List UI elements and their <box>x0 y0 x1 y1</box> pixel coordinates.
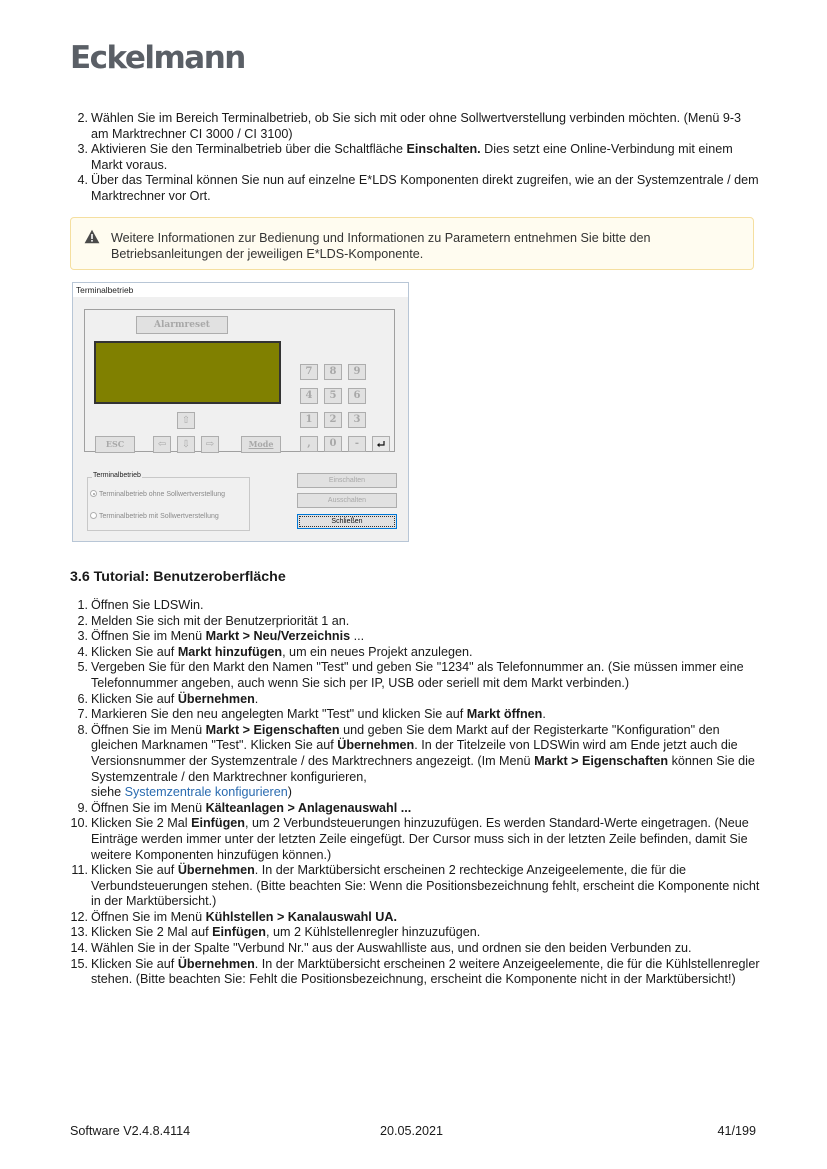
text-segment: ... <box>350 629 365 644</box>
bold-text: Übernehmen <box>177 691 255 706</box>
down-arrow-icon: ⇩ <box>181 439 191 450</box>
list-item-number: 13. <box>70 925 88 940</box>
list-item-number: 7. <box>77 707 88 722</box>
bold-text: Markt hinzufügen <box>177 644 283 659</box>
key-4[interactable]: 4 <box>300 388 318 404</box>
text-segment: Klicken Sie 2 Mal <box>91 816 192 831</box>
radio-label: Terminalbetrieb ohne Sollwertverstellung <box>99 491 226 498</box>
up-arrow-button[interactable] <box>177 412 195 429</box>
list-item-number: 4. <box>77 644 88 659</box>
text-segment: Über das Terminal können Sie nun auf einzelne E*LDS Komponenten direkt zugreifen, wie an der Systemzentrale / dem Marktrechner vor Ort. <box>91 173 759 203</box>
steps-intro-list <box>70 111 760 205</box>
text-segment: , um ein neues Projekt anzulegen. <box>282 644 473 659</box>
text-segment: Öffnen Sie im Menü <box>91 722 206 737</box>
right-arrow-icon: ⇨ <box>205 439 215 450</box>
tutorial-steps-list <box>70 598 760 988</box>
list-item <box>70 863 760 910</box>
bold-text: Kühlstellen > Kanalauswahl UA. <box>205 909 397 924</box>
section-heading: 3.6 Tutorial: Benutzeroberfläche <box>70 569 286 585</box>
list-item <box>70 142 760 173</box>
radio-label: Terminalbetrieb mit Sollwertverstellung <box>99 513 219 520</box>
text-segment: Aktivieren Sie den Terminalbetrieb über die Schaltfläche <box>91 142 407 157</box>
list-item <box>70 941 760 957</box>
bold-text: Markt öffnen <box>466 707 543 722</box>
terminal-dialog <box>72 282 409 542</box>
text-segment: Öffnen Sie im Menü <box>91 909 206 924</box>
text-segment: Klicken Sie auf <box>91 863 178 878</box>
text-segment: Wählen Sie in der Spalte "Verbund Nr." aus der Auswahlliste aus, und ordnen sie den beiden Verbunden zu. <box>91 941 692 956</box>
list-item <box>70 660 760 691</box>
list-item-number: 2. <box>77 613 88 628</box>
list-item-number: 10. <box>70 816 88 831</box>
key-8[interactable]: 8 <box>324 364 342 380</box>
list-item <box>70 801 760 817</box>
text-segment: Klicken Sie auf <box>91 691 178 706</box>
text-segment: . <box>542 707 546 722</box>
right-arrow-button[interactable] <box>201 436 219 453</box>
text-segment: Markieren Sie den neu angelegten Markt "Test" und klicken Sie auf <box>91 707 467 722</box>
brand-logo: Eckelmann <box>70 40 245 76</box>
bold-text: Markt > Eigenschaften <box>205 722 340 737</box>
bold-text: Markt > Eigenschaften <box>534 753 669 768</box>
list-item <box>70 173 760 204</box>
terminal-display <box>94 341 281 404</box>
text-segment: . In der Marktübersicht erscheinen 2 rechteckige Anzeigeelemente, die für die Verbundsteuerungen stehen. (Bitte beachten Sie: Wenn die Positionsbezeichnung fehlt, erscheint die Komponente nicht in der Marktübersicht.) <box>91 863 760 909</box>
cross-reference-link[interactable]: Systemzentrale konfigurieren <box>124 785 288 800</box>
list-item <box>70 910 760 926</box>
enter-button[interactable] <box>372 436 390 452</box>
terminal-mode-group <box>87 472 250 531</box>
up-arrow-icon: ⇧ <box>181 415 191 426</box>
key-2[interactable]: 2 <box>324 412 342 428</box>
bold-text: Übernehmen <box>337 738 415 753</box>
text-segment: Klicken Sie auf <box>91 644 178 659</box>
list-item <box>70 629 760 645</box>
list-item-number: 8. <box>77 722 88 737</box>
key-0[interactable]: 0 <box>324 436 342 452</box>
einschalten-button[interactable]: Einschalten <box>297 473 397 488</box>
note-text: Weitere Informationen zur Bedienung und Informationen zu Parametern entnehmen Sie bitte den Betriebsanleitungen der jeweiligen E*LDS-Komponente. <box>111 231 651 261</box>
list-item <box>70 645 760 661</box>
radio-without-setpoint[interactable] <box>90 490 225 498</box>
bold-text: Übernehmen <box>177 863 255 878</box>
list-item <box>70 598 760 614</box>
key-comma[interactable]: , <box>300 436 318 452</box>
list-item <box>70 816 760 863</box>
text-segment: Melden Sie sich mit der Benutzerpriorität 1 an. <box>91 613 350 628</box>
list-item-number: 1. <box>77 598 88 612</box>
list-item-number: 3. <box>77 142 88 157</box>
group-title: Terminalbetrieb <box>93 472 141 479</box>
text-segment: und geben Sie dem Markt auf der Registerkarte "Konfiguration" den gleichen Marknamen "Test". Klicken Sie auf <box>91 722 720 753</box>
enter-icon <box>376 440 386 449</box>
footer-software: Software V2.4.8.4114 <box>70 1124 191 1138</box>
list-item-number: 11. <box>71 863 88 878</box>
radio-dot-selected <box>90 490 97 497</box>
key-6[interactable]: 6 <box>348 388 366 404</box>
bold-text: Einfügen <box>191 816 245 831</box>
list-item <box>70 957 760 988</box>
mode-button[interactable] <box>241 436 281 453</box>
list-item-number: 9. <box>77 800 88 815</box>
esc-button[interactable]: ESC <box>95 436 135 453</box>
list-item <box>70 614 760 630</box>
list-item-number: 14. <box>70 941 88 956</box>
radio-with-setpoint[interactable] <box>90 512 219 520</box>
key-7[interactable]: 7 <box>300 364 318 380</box>
text-segment: Dies setzt eine Online-Verbindung mit einem Markt voraus. <box>91 142 733 172</box>
bold-text: Markt > Neu/Verzeichnis <box>205 629 351 644</box>
footer-page: 41/199 <box>717 1124 756 1138</box>
mode-label: Mode <box>248 439 274 449</box>
key-5[interactable]: 5 <box>324 388 342 404</box>
left-arrow-button[interactable] <box>153 436 171 453</box>
list-item-number: 6. <box>77 691 88 706</box>
list-item-number: 4. <box>77 173 88 188</box>
text-segment: . In der Marktübersicht erscheinen 2 weitere Anzeigeelemente, die für die Kühlstellenregler stehen. (Bitte beachten Sie: Fehlt die Positionsbezeichnung, erscheint die Komponente nicht in der Marktübersicht!) <box>91 956 760 987</box>
key-minus[interactable]: - <box>348 436 366 452</box>
list-item <box>70 692 760 708</box>
list-item <box>70 723 760 801</box>
text-segment: Öffnen Sie LDSWin. <box>91 598 204 612</box>
schliessen-label: Schließen <box>331 518 363 525</box>
warning-icon <box>84 229 100 244</box>
text-segment: . In der Titelzeile von LDSWin wird am Ende jetzt auch die Versionsnummer der Systemzentrale / des Marktrechners angezeigt. (Im Menü <box>91 738 738 768</box>
text-segment: Klicken Sie 2 Mal auf <box>91 925 213 940</box>
text-segment: Vergeben Sie für den Markt den Namen "Test" und geben Sie "1234" als Telefonnummer an. (Sie müssen immer eine Telefonnummer angeben, auch wenn Sie sich per IP, USB oder seriell mit dem Markt verbinden.) <box>91 660 744 690</box>
list-item-number: 5. <box>77 660 88 675</box>
info-note <box>70 217 754 270</box>
bold-text: Einschalten. <box>406 142 481 157</box>
text-segment: Öffnen Sie im Menü <box>91 629 206 644</box>
list-item-number: 12. <box>70 909 88 924</box>
text-segment: können Sie die Systemzentrale / den Marktrechner konfigurieren, <box>91 753 755 784</box>
bold-text: Einfügen <box>212 925 266 940</box>
text-segment: siehe <box>91 785 125 800</box>
ausschalten-button[interactable]: Ausschalten <box>297 493 397 508</box>
key-1[interactable]: 1 <box>300 412 318 428</box>
text-segment: ) <box>287 785 292 800</box>
list-item <box>70 707 760 723</box>
down-arrow-button[interactable] <box>177 436 195 453</box>
list-item-number: 3. <box>77 629 88 644</box>
text-segment: Öffnen Sie im Menü <box>91 800 206 815</box>
footer-date: 20.05.2021 <box>380 1124 444 1138</box>
left-arrow-icon: ⇦ <box>157 439 167 450</box>
list-item <box>70 111 760 142</box>
bold-text: Kälteanlagen > Anlagenauswahl ... <box>205 800 412 815</box>
list-item-number: 15. <box>70 956 88 971</box>
bold-text: Übernehmen <box>177 956 255 971</box>
text-segment: , um 2 Kühlstellenregler hinzuzufügen. <box>265 925 481 940</box>
list-item-number: 2. <box>77 111 88 125</box>
alarmreset-button[interactable]: Alarmreset <box>136 316 228 334</box>
text-segment: Wählen Sie im Bereich Terminalbetrieb, ob Sie sich mit oder ohne Sollwertverstellung verbinden möchten. (Menü 9-3 am Marktrechner CI 3000 / CI 3100) <box>91 111 742 141</box>
text-segment: . <box>254 691 259 706</box>
key-9[interactable]: 9 <box>348 364 366 380</box>
key-3[interactable]: 3 <box>348 412 366 428</box>
text-segment: , um 2 Verbundsteuerungen hinzuzufügen. Es werden Standard-Werte eingetragen. (Neue Einträge werden immer unter der letzten Zeile eingefügt. Der Cursor muss sich in der letzten Zeile befinden, damit Sie weitere Komponenten hinzufügen können.) <box>91 816 749 862</box>
list-item <box>70 925 760 941</box>
dialog-title: Terminalbetrieb <box>73 283 408 297</box>
text-segment: Klicken Sie auf <box>91 956 178 971</box>
radio-dot <box>90 512 97 519</box>
schliessen-button[interactable] <box>297 514 397 529</box>
